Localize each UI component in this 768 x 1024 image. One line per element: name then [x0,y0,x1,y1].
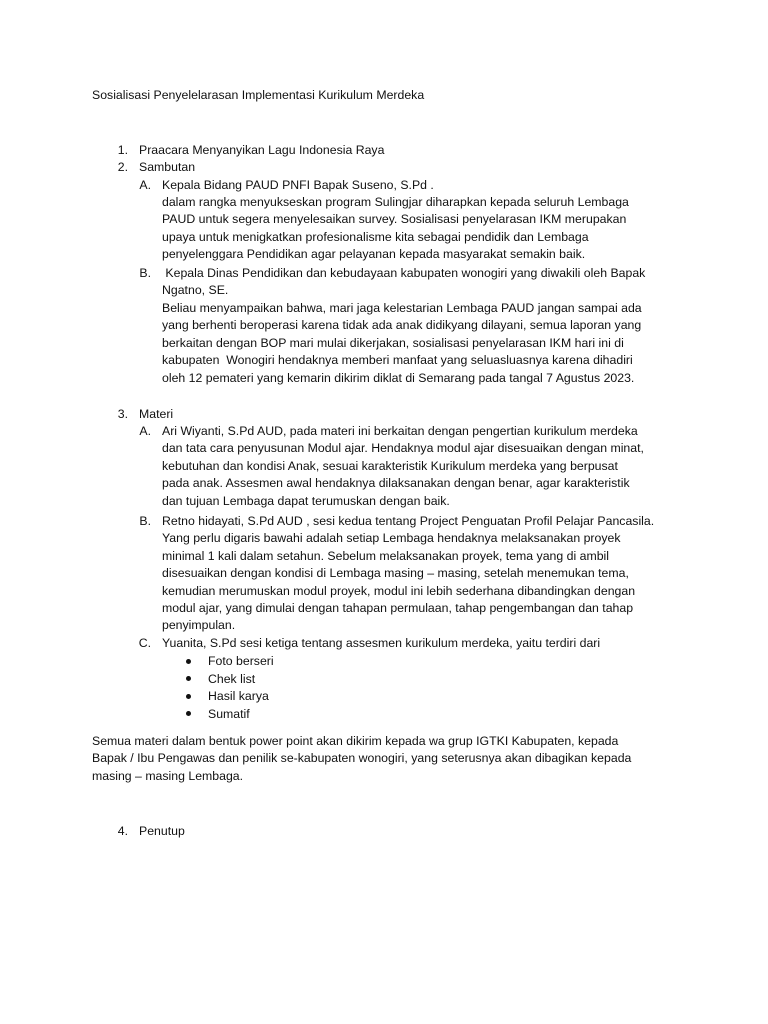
materi-a-body [162,423,682,510]
text-line: kebutuhan dan kondisi Anak, sesuai karakteristik Kurikulum merdeka yang berpusat [162,458,618,473]
text-line: PAUD untuk segera menyelesaikan survey. Sosialisasi penyelarasan IKM merupakan [162,212,627,227]
text-line: Yang perlu digaris bawahi adalah setiap Lembaga hendaknya melaksanakan proyek [162,531,621,546]
bullet-item: Sumatif [208,707,250,721]
bullet-item: Foto berseri [208,654,274,668]
text-line: minimal 1 kali dalam setahun. Sebelum melaksanakan proyek, tema yang di ambil [162,548,610,563]
text-line: modul ajar, yang dimulai dengan tahapan permulaan, tahap pengembangan dan tahap [162,600,634,615]
closing-paragraph [92,733,682,785]
sambutan-b-body [162,300,682,387]
text-line: penyelenggara Pendidikan agar pelayanan kepada masyarakat semakin baik. [162,247,586,262]
materi-c-text: Yuanita, S.Pd sesi ketiga tentang assesmen kurikulum merdeka, yaitu terdiri dari [162,636,601,650]
bullet-icon [186,659,191,664]
bullet-icon [186,694,191,699]
text-line: kemudian merumuskan modul proyek, modul ini lebih sederhana dibandingkan dengan [162,583,636,598]
text-line: masing – masing Lembaga. [92,768,244,783]
list-item-number: 4. [117,824,128,838]
text-line: Kepala Dinas Pendidikan dan kebudayaan kabupaten wonogiri yang diwakili oleh Bapak [162,266,646,280]
text-line: dan tata cara penyusunan Modul ajar. Hendaknya modul ajar disesuaikan dengan minat, [162,441,644,456]
sambutan-a-heading: Kepala Bidang PAUD PNFI Bapak Suseno, S.Pd . [162,178,434,192]
text-line: kabupaten Wonogiri hendaknya memberi manfaat yang seluasluasnya karena dihadiri [162,353,633,368]
sublist-letter: B. [139,514,151,528]
sublist-letter: A. [139,424,151,438]
list-item-materi: Materi [139,407,174,421]
sublist-letter: C. [138,636,151,650]
sublist-letter: B. [139,266,151,280]
text-line: Semua materi dalam bentuk power point akan dikirim kepada wa grup IGTKI Kabupaten, kepada [92,734,619,748]
list-item-praacara: Praacara Menyanyikan Lagu Indonesia Raya [139,143,385,157]
text-line: penyimpulan. [162,618,236,633]
sublist-letter: A. [139,178,151,192]
text-line: Beliau menyampaikan bahwa, mari jaga kelestarian Lembaga PAUD jangan sampai ada [162,301,642,315]
bullet-icon [186,711,191,716]
text-line: oleh 12 pemateri yang kemarin dikirim diklat di Semarang pada tangal 7 Agustus 2023. [162,370,635,385]
list-item-number: 3. [117,407,128,421]
text-line: Ari Wiyanti, S.Pd AUD, pada materi ini berkaitan dengan pengertian kurikulum merdeka [162,424,638,438]
bullet-icon [186,676,191,681]
text-line: berkaitan dengan BOP mari mulai dikerjakan, sosialisasi penyelarasan IKM hari ini di [162,335,624,350]
list-item-number: 1. [117,143,128,157]
text-line: pada anak. Assesmen awal hendaknya dilaksanakan dengan benar, agar karakteristik [162,476,630,491]
sambutan-a-body [162,194,682,264]
text-line: yang berhenti beroperasi karena tidak ada anak didikyang dilayani, semua laporan yang [162,318,642,333]
list-item-sambutan: Sambutan [139,160,196,174]
text-line: upaya untuk menigkatkan profesionalisme kita sebagai pendidik dan Lembaga [162,229,589,244]
materi-b-body [162,513,682,635]
text-line: Ngatno, SE. [162,283,229,298]
text-line: Bapak / Ibu Pengawas dan penilik se-kabupaten wonogiri, yang seterusnya akan dibagikan kepada [92,751,632,766]
bullet-item: Hasil karya [208,689,269,703]
document-title: Sosialisasi Penyelelarasan Implementasi Kurikulum Merdeka [92,88,425,102]
text-line: disesuaikan dengan kondisi di Lembaga masing – masing, setelah menemukan tema, [162,566,629,581]
text-line: dan tujuan Lembaga dapat terumuskan dengan baik. [162,493,450,508]
bullet-item: Chek list [208,672,256,686]
list-item-penutup: Penutup [139,824,185,838]
sambutan-b-heading [162,265,682,300]
list-item-number: 2. [117,160,128,174]
text-line: dalam rangka menyukseskan program Sulingjar diharapkan kepada seluruh Lembaga [162,195,629,209]
text-line: Retno hidayati, S.Pd AUD , sesi kedua tentang Project Penguatan Profil Pelajar Pancasila. [162,514,655,528]
